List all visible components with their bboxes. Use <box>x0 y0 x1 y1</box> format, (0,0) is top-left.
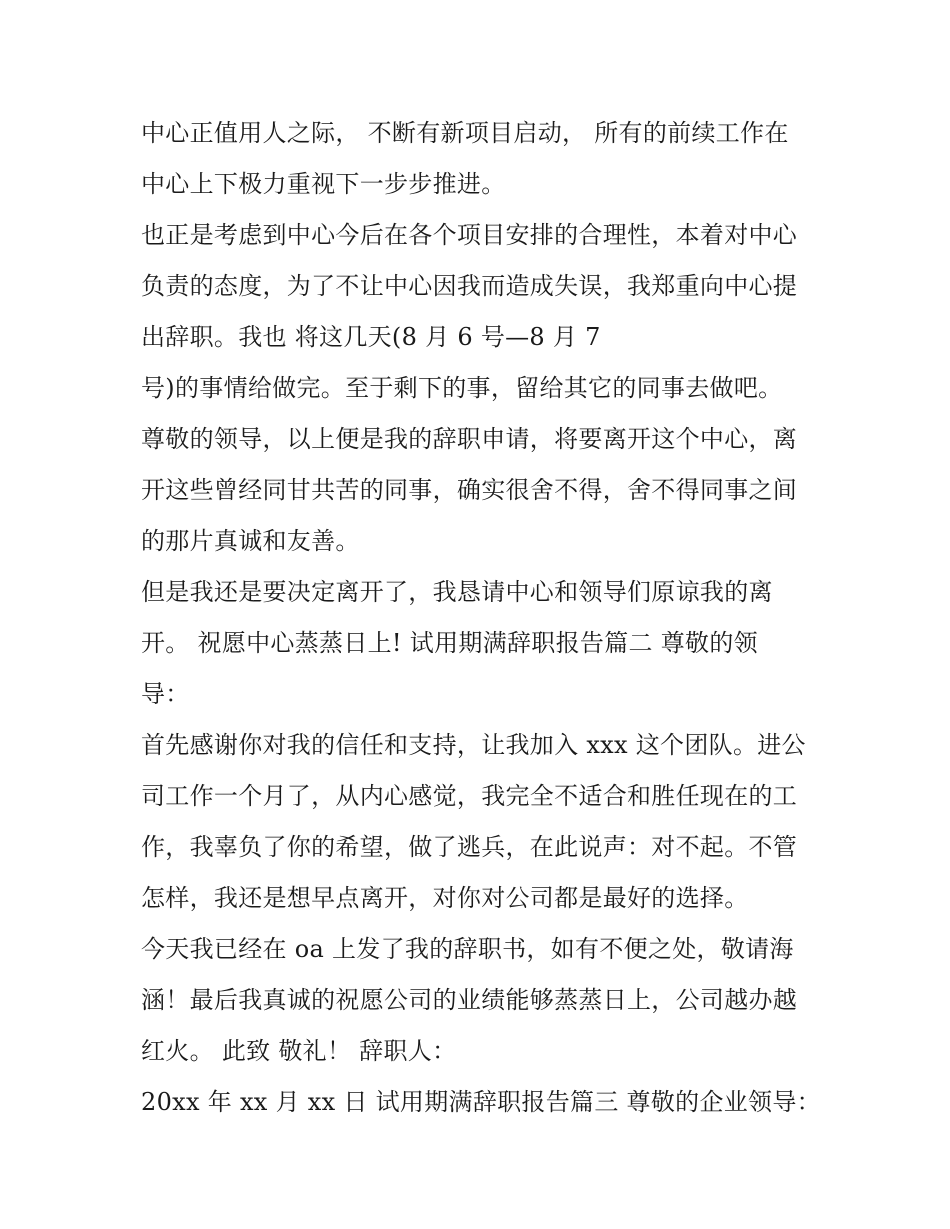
text-line: 中心正值用人之际， 不断有新项目启动， 所有的前续工作在 <box>141 119 789 147</box>
text-line: 怎样，我还是想早点离开，对你对公司都是最好的选择。 <box>141 884 749 912</box>
text-line: 作，我辜负了你的希望，做了逃兵，在此说声：对不起。不管 <box>141 833 798 861</box>
text-line: 尊敬的领导，以上便是我的辞职申请，将要离开这个中心，离 <box>141 425 798 453</box>
document-body <box>141 108 831 1128</box>
text-line: 导： <box>141 680 190 708</box>
text-line: 但是我还是要决定离开了，我恳请中心和领导们原谅我的离 <box>141 578 773 606</box>
text-line: 负责的态度，为了不让中心因我而造成失误，我郑重向中心提 <box>141 272 798 300</box>
text-line: 首先感谢你对我的信任和支持，让我加入 xxx 这个团队。进公 <box>141 731 806 759</box>
text-line: 开这些曾经同甘共苦的同事，确实很舍不得，舍不得同事之间 <box>141 476 798 504</box>
text-line: 20xx 年 xx 月 xx 日 试用期满辞职报告篇三 尊敬的企业领导： <box>141 1088 821 1116</box>
text-line: 开。 祝愿中心蒸蒸日上! 试用期满辞职报告篇二 尊敬的领 <box>141 629 758 657</box>
text-line: 司工作一个月了，从内心感觉，我完全不适合和胜任现在的工 <box>141 782 798 810</box>
text-line: 红火。 此致 敬礼！ 辞职人： <box>141 1037 457 1065</box>
text-line: 的那片真诚和友善。 <box>141 527 360 555</box>
text-line: 今天我已经在 oa 上发了我的辞职书，如有不便之处，敬请海 <box>141 935 794 963</box>
text-line: 号)的事情给做完。至于剩下的事，留给其它的同事去做吧。 <box>141 374 783 402</box>
text-line: 也正是考虑到中心今后在各个项目安排的合理性，本着对中心 <box>141 221 798 249</box>
text-line: 中心上下极力重视下一步步推进。 <box>141 170 506 198</box>
text-line: 出辞职。我也 将这几天(8 月 6 号—8 月 7 <box>141 323 601 351</box>
text-line: 涵！最后我真诚的祝愿公司的业绩能够蒸蒸日上，公司越办越 <box>141 986 798 1014</box>
